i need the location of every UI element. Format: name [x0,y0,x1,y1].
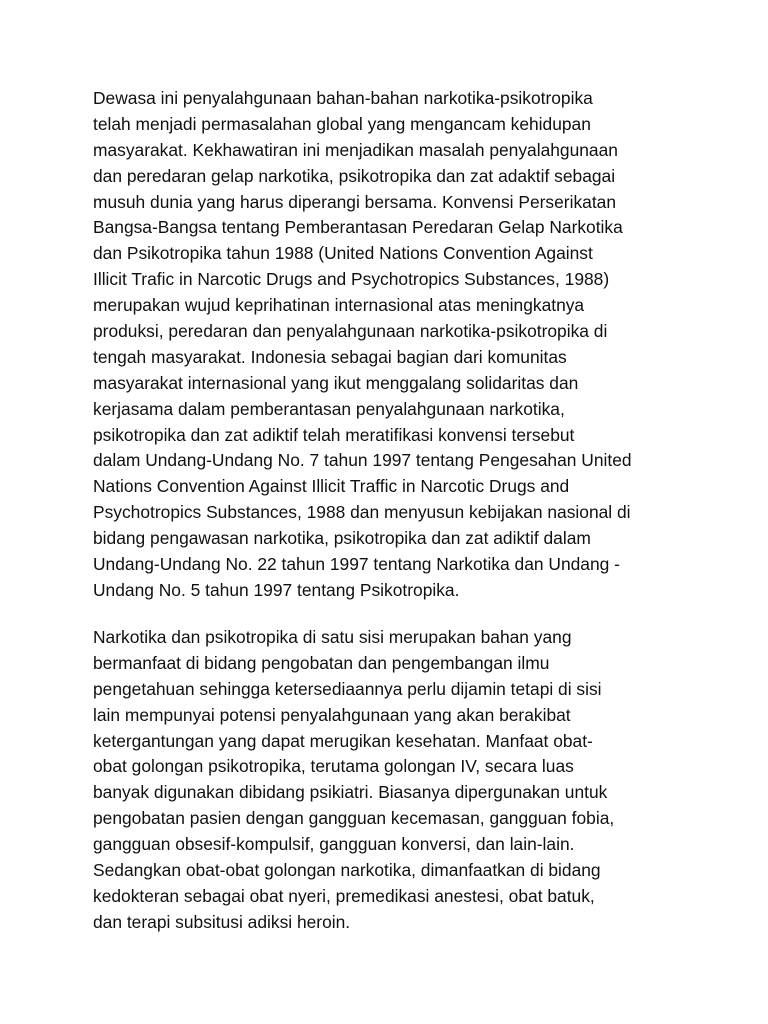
paragraph-2 [93,625,693,936]
paragraph-line: ketergantungan yang dapat merugikan kesehatan. Manfaat obat- [93,730,593,751]
paragraph-line: Undang No. 5 tahun 1997 tentang Psikotropika. [93,579,460,600]
paragraph-line: masyarakat internasional yang ikut menggalang solidaritas dan [93,372,579,393]
paragraph-line: gangguan obsesif-kompulsif, gangguan konversi, dan lain-lain. [93,834,575,855]
paragraph-line: lain mempunyai potensi penyalahgunaan yang akan berakibat [93,704,571,725]
paragraph-line: musuh dunia yang harus diperangi bersama. Konvensi Perserikatan [93,191,616,212]
paragraph-line: tengah masyarakat. Indonesia sebagai bagian dari komunitas [93,346,567,367]
paragraph-line: Sedangkan obat-obat golongan narkotika, dimanfaatkan di bidang [93,860,601,881]
paragraph-line: banyak digunakan dibidang psikiatri. Biasanya dipergunakan untuk [93,782,608,803]
paragraph-line: masyarakat. Kekhawatiran ini menjadikan masalah penyalahgunaan [93,139,618,160]
paragraph-line: psikotropika dan zat adiktif telah meratifikasi konvensi tersebut [93,424,575,445]
paragraph-line: bermanfaat di bidang pengobatan dan pengembangan ilmu [93,652,550,673]
paragraph-line: Undang-Undang No. 22 tahun 1997 tentang Narkotika dan Undang - [93,554,620,575]
paragraph-line: Illicit Trafic in Narcotic Drugs and Psychotropics Substances, 1988) [93,269,610,290]
paragraph-line: dalam Undang-Undang No. 7 tahun 1997 tentang Pengesahan United [93,450,632,471]
paragraph-line: kedokteran sebagai obat nyeri, premedikasi anestesi, obat batuk, [93,885,595,906]
paragraph-line: dan Psikotropika tahun 1988 (United Nations Convention Against [93,243,593,264]
paragraph-line: Psychotropics Substances, 1988 dan menyusun kebijakan nasional di [93,502,631,523]
paragraph-line: produksi, peredaran dan penyalahgunaan narkotika-psikotropika di [93,321,608,342]
paragraph-line: Nations Convention Against Illicit Traffic in Narcotic Drugs and [93,476,570,497]
paragraph-line: telah menjadi permasalahan global yang mengancam kehidupan [93,113,591,134]
paragraph-line: obat golongan psikotropika, terutama golongan IV, secara luas [93,756,574,777]
paragraph-line: kerjasama dalam pemberantasan penyalahgunaan narkotika, [93,398,565,419]
paragraph-1 [93,86,693,604]
paragraph-line: Dewasa ini penyalahgunaan bahan-bahan narkotika-psikotropika [93,88,593,108]
paragraph-line: bidang pengawasan narkotika, psikotropika dan zat adiktif dalam [93,528,591,549]
paragraph-line: dan peredaran gelap narkotika, psikotropika dan zat adaktif sebagai [93,165,616,186]
paragraph-line: merupakan wujud keprihatinan internasional atas meningkatnya [93,295,585,316]
paragraph-line: pengobatan pasien dengan gangguan kecemasan, gangguan fobia, [93,808,615,829]
paragraph-line: Narkotika dan psikotropika di satu sisi merupakan bahan yang [93,627,572,647]
paragraph-line: pengetahuan sehingga ketersediaannya perlu dijamin tetapi di sisi [93,678,602,699]
paragraph-line: Bangsa-Bangsa tentang Pemberantasan Peredaran Gelap Narkotika [93,217,623,238]
paragraph-line: dan terapi subsitusi adiksi heroin. [93,911,351,932]
